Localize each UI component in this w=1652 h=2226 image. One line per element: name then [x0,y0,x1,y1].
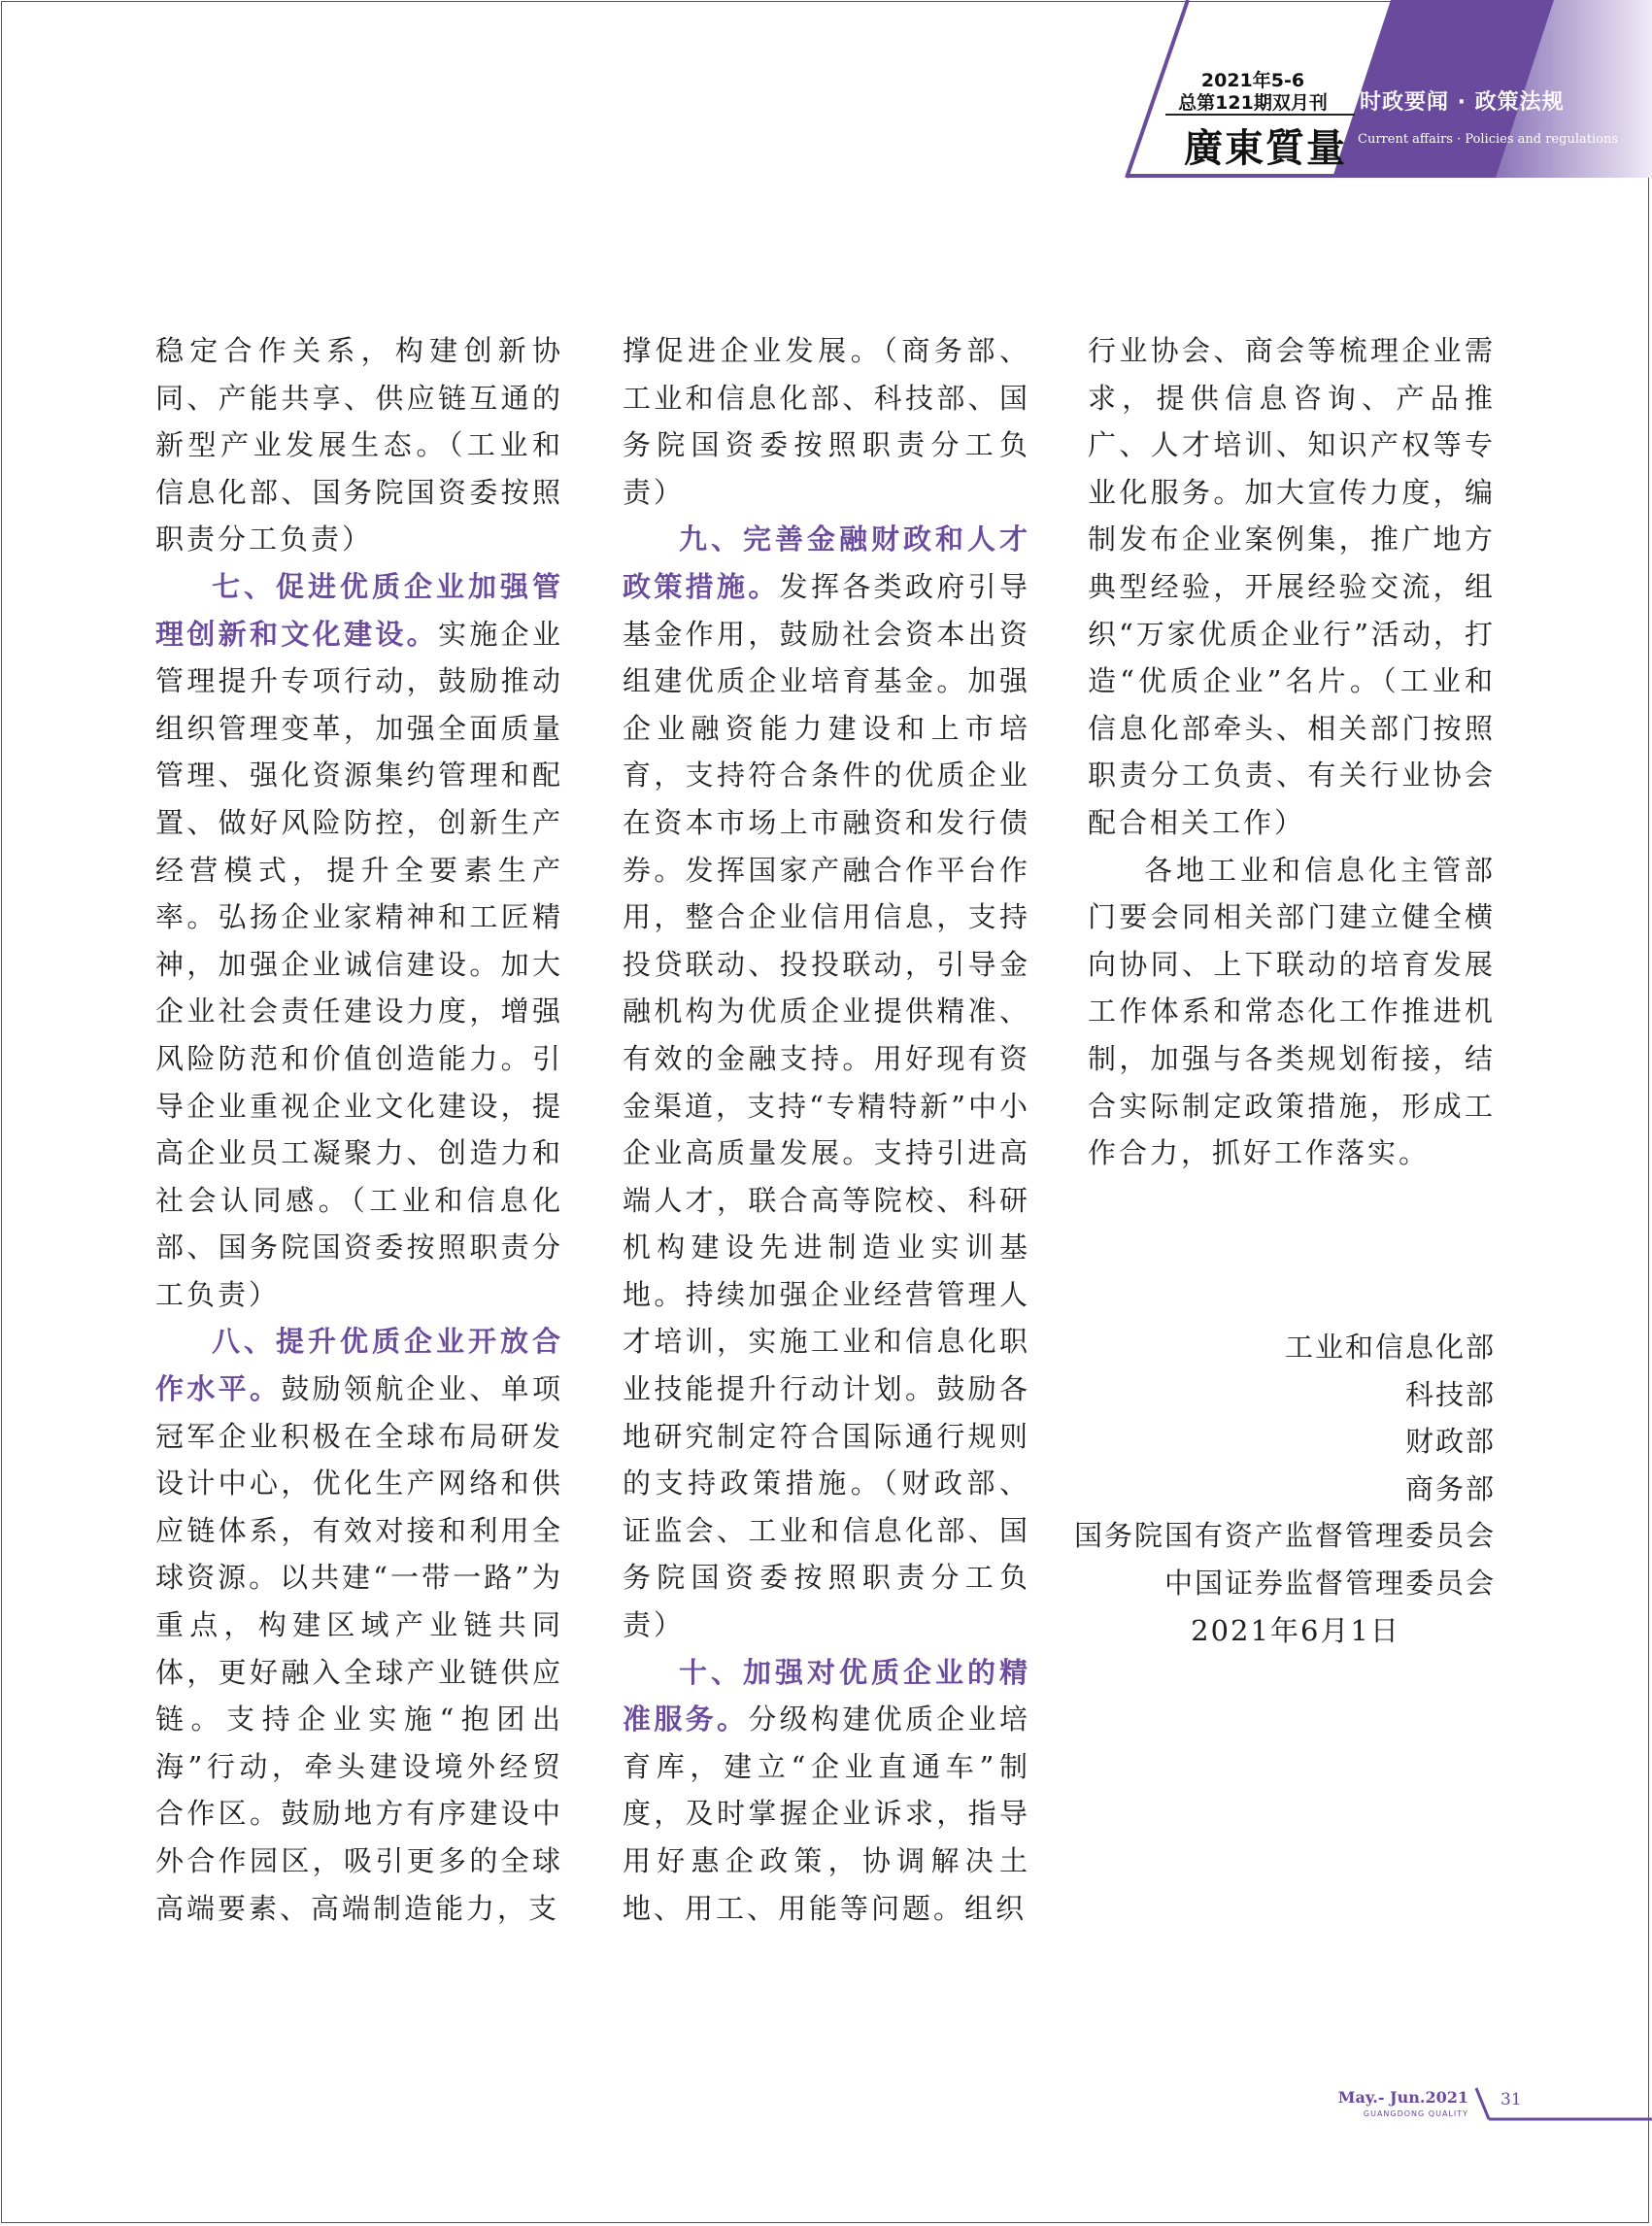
text-column-3 [1088,327,1496,1177]
footer-magazine-name: GUANGDONG QUALITY [1363,2109,1468,2118]
paragraph-9 [623,516,1030,1648]
text-column-1 [155,327,563,1932]
paragraph-10 [623,1649,1030,1933]
page-number: 31 [1500,2090,1522,2109]
signature-date: 2021年6月1日 [1191,1613,1400,1647]
closing-paragraph: 各地工业和信息化主管部门要会同相关部门建立健全横向协同、上下联动的培育发展工作体系和常态化工作推进机制，加强与各类规划衔接，结合实际制定政策措施，形成工作合力，抓好工作落实。 [1088,853,1496,1170]
text-column-2 [623,327,1030,1932]
signature-org: 商务部 [1404,1471,1496,1505]
issue-number: 总第121期双月刊 [1178,92,1328,114]
section-heading-8: 八、提升优质企业开放合作水平。 [155,1325,563,1406]
section-body-10: 分级构建优质企业培育库，建立“企业直通车”制度，及时掌握企业诉求，指导用好惠企政策，协调解决土地、用工、用能等问题。组织 [623,1703,1030,1925]
issue-date: 2021年5-6 [1200,70,1305,91]
signature-org: 中国证券监督管理委员会 [1163,1566,1496,1600]
page-header [0,0,1652,180]
section-title: 时政要闻 · 政策法规 [1360,90,1565,115]
magazine-logo: 廣東質量 [1184,125,1347,171]
section-heading-9: 九、完善金融财政和人才政策措施。 [623,523,1030,603]
paragraph: 行业协会、商会等梳理企业需求，提供信息咨询、产品推广、人才培训、知识产权等专业化服务。加大宣传力度，编制发布企业案例集，推广地方典型经验，开展经验交流，组织“万家优质企业行”活动，打造“优质企业”名片。（工业和信息化部牵头、相关部门按照职责分工负责、有关行业协会配合相关工作） [1088,334,1496,839]
signature-org: 国务院国有资产监督管理委员会 [1073,1519,1496,1553]
section-title-en: Current affairs · Policies and regulations [1358,132,1618,147]
section-heading-7: 七、促进优质企业加强管理创新和文化建设。 [155,569,563,651]
paragraph: 稳定合作关系，构建创新协同、产能共享、供应链互通的新型产业发展生态。（工业和信息化部、国务院国资委按照职责分工负责） [155,334,563,556]
section-body-8: 鼓励领航企业、单项冠军企业积极在全球布局研发设计中心，优化生产网络和供应链体系，有效对接和利用全球资源。以共建“一带一路”为重点，构建区域产业链共同体，更好融入全球产业链供应链。支持企业实施“抱团出海”行动，牵头建设境外经贸合作区。鼓励地方有序建设中外合作园区，吸引更多的全球高端要素、高端制造能力，支 [155,1372,563,1925]
paragraph: 撑促进企业发展。（商务部、工业和信息化部、科技部、国务院国资委按照职责分工负责） [623,334,1030,509]
signature-org: 科技部 [1404,1377,1496,1411]
section-heading-10: 十、加强对优质企业的精准服务。 [623,1655,1030,1737]
signature-org: 工业和信息化部 [1284,1331,1496,1364]
signature-org: 财政部 [1404,1425,1496,1459]
section-body-7: 实施企业管理提升专项行动，鼓励推动组织管理变革，加强全面质量管理、强化资源集约管理和配置、做好风险防控，创新生产经营模式，提升全要素生产率。弘扬企业家精神和工匠精神，加强企业诚信建设。加大企业社会责任建设力度，增强风险防范和价值创造能力。引导企业重视企业文化建设，提高企业员工凝聚力、创造力和社会认同感。（工业和信息化部、国务院国资委按照职责分工负责） [155,617,563,1311]
footer-date: May.- Jun.2021 [1337,2088,1468,2107]
issue-info [1161,70,1345,115]
signature-block [1068,1324,1496,1654]
section-body-9: 发挥各类政府引导基金作用，鼓励社会资本出资组建优质企业培育基金。加强企业融资能力建设和上市培育，支持符合条件的优质企业在资本市场上市融资和发行债券。发挥国家产融合作平台作用，整合企业信用信息，支持投贷联动、投投联动，引导金融机构为优质企业提供精准、有效的金融支持。用好现有资金渠道，支持“专精特新”中小企业高质量发展。支持引进高端人才，联合高等院校、科研机构建设先进制造业实训基地。持续加强企业经营管理人才培训，实施工业和信息化职业技能提升行动计划。鼓励各地研究制定符合国际通行规则的支持政策措施。（财政部、证监会、工业和信息化部、国务院国资委按照职责分工负责） [623,569,1030,1642]
paragraph-8 [155,1318,563,1932]
paragraph-7 [155,563,563,1319]
